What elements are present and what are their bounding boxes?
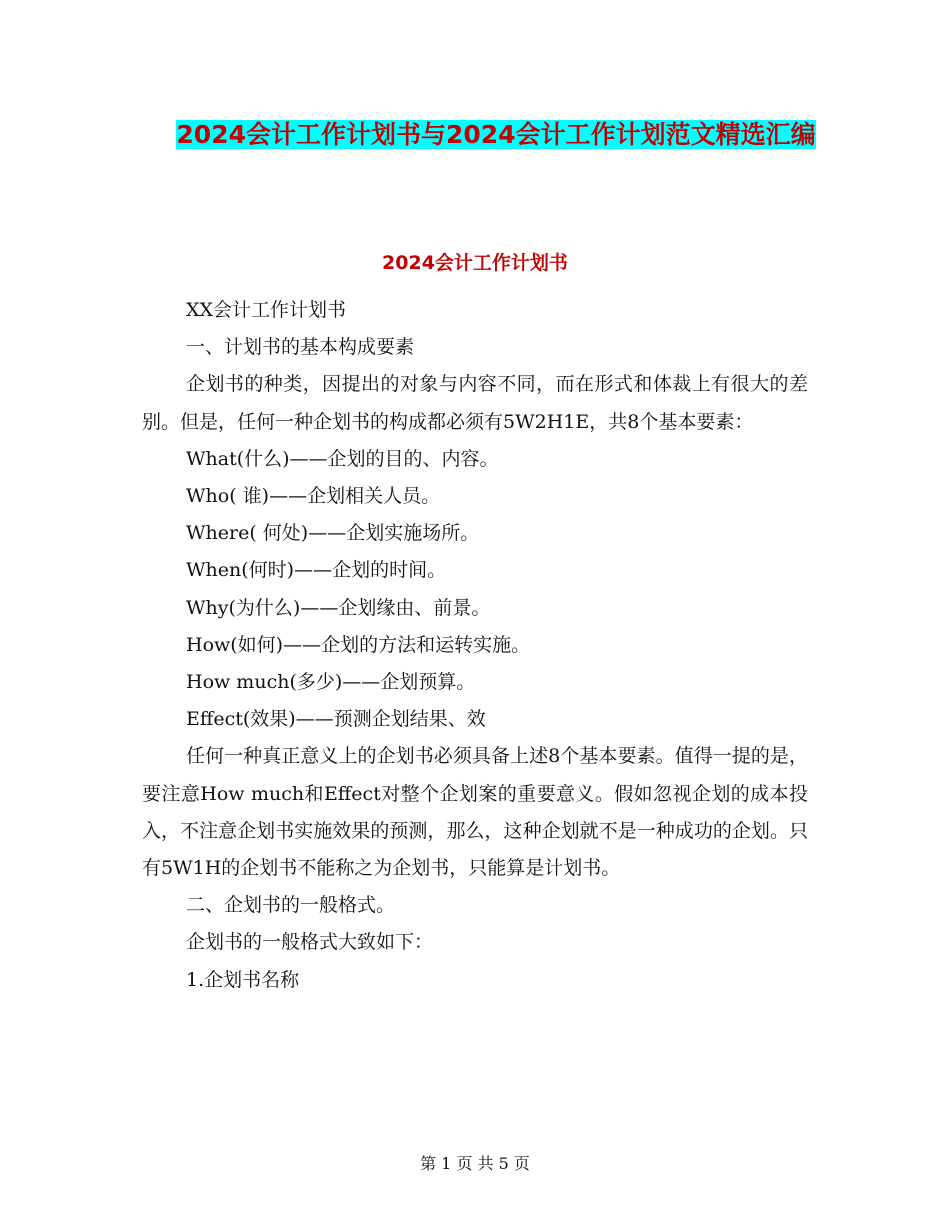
body-text [142, 292, 808, 999]
paragraph: When(何时)——企划的时间。 [186, 559, 447, 582]
paragraph: XX会计工作计划书 [186, 299, 347, 321]
paragraph: Who( 谁)——企划相关人员。 [186, 485, 441, 508]
paragraph: 任何一种真正意义上的企划书必须具备上述8个基本要素。值得一提的是，要注意How much和Effect对整个企划案的重要意义。假如忽视企划的成本投入，不注意企划书实施效果的预测，那么，这种企划就不是一种成功的企划。只有5W1H的企划书不能称之为企划书，只能算是计划书。 [142, 745, 808, 880]
document-title-highlight: 2024会计工作计划书与2024会计工作计划范文精选汇编 [176, 120, 816, 149]
paragraph: 企划书的种类，因提出的对象与内容不同，而在形式和体裁上有很大的差别。但是，任何一种企划书的构成都必须有5W2H1E，共8个基本要素： [142, 373, 808, 433]
paragraph: How(如何)——企划的方法和运转实施。 [186, 633, 531, 656]
section-title: 2024会计工作计划书 [382, 252, 568, 274]
paragraph: How much(多少)——企划预算。 [186, 671, 476, 694]
paragraph: 1.企划书名称 [186, 968, 300, 991]
paragraph: 一、计划书的基本构成要素 [186, 336, 415, 359]
paragraph: What(什么)——企划的目的、内容。 [186, 447, 499, 470]
paragraph: 企划书的一般格式大致如下： [186, 931, 434, 954]
page-footer: 第 1 页 共 5 页 [420, 1154, 530, 1173]
paragraph: Why(为什么)——企划缘由、前景。 [186, 596, 491, 619]
paragraph: 二、企划书的一般格式。 [186, 894, 396, 917]
document-title [142, 113, 850, 157]
paragraph: Effect(效果)——预测企划结果、效 [186, 708, 486, 731]
paragraph: Where( 何处)——企划实施场所。 [186, 522, 480, 545]
